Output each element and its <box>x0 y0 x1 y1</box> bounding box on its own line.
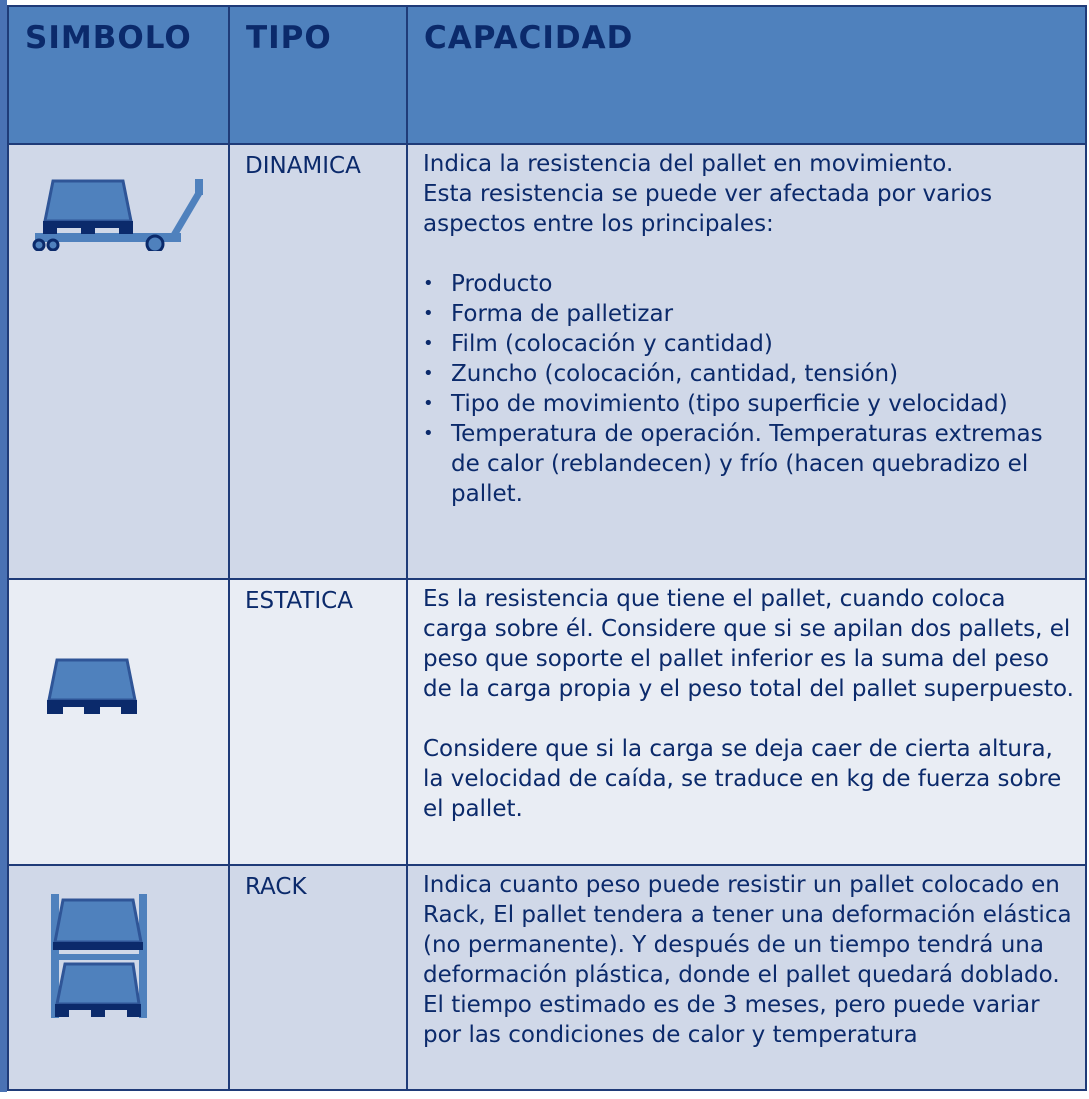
tipo-cell: RACK <box>229 865 407 1090</box>
tipo-cell: ESTATICA <box>229 579 407 865</box>
header-tipo: TIPO <box>229 6 407 144</box>
table-row-rack <box>8 865 1086 1090</box>
rack-pallets-icon <box>51 894 151 1020</box>
list-item: • Zuncho (colocación, cantidad, tensión) <box>423 359 1075 389</box>
factor-list <box>423 269 1075 509</box>
pallet-icon <box>47 658 139 716</box>
header-row <box>8 6 1086 144</box>
symbol-cell <box>8 579 229 865</box>
tipo-cell: DINAMICA <box>229 144 407 579</box>
symbol-cell <box>8 865 229 1090</box>
table-row-estatica <box>8 579 1086 865</box>
list-item: • Tipo de movimiento (tipo superficie y velocidad) <box>423 389 1075 419</box>
capacidad-cell <box>407 579 1086 865</box>
table-row-dinamica <box>8 144 1086 579</box>
symbol-cell <box>8 144 229 579</box>
description-paragraph: Considere que si la carga se deja caer de cierta altura, la velocidad de caída, se traduce en kg de fuerza sobre el pallet. <box>423 735 1062 822</box>
pallet-jack-icon <box>31 179 211 251</box>
intro-line: aspectos entre los principales: <box>423 211 774 237</box>
left-edge-strip <box>0 0 7 1092</box>
intro-line: Indica la resistencia del pallet en movimiento. <box>423 151 954 177</box>
capacity-table <box>7 5 1087 1091</box>
list-item: • Film (colocación y cantidad) <box>423 329 1075 359</box>
intro-line: Esta resistencia se puede ver afectada por varios <box>423 181 993 207</box>
list-item: • Temperatura de operación. Temperaturas extremas de calor (reblandecen) y frío (hacen quebradizo el pallet. <box>423 419 1075 509</box>
header-capacidad: CAPACIDAD <box>407 6 1086 144</box>
list-item: • Producto <box>423 269 1075 299</box>
capacidad-cell <box>407 144 1086 579</box>
list-item: • Forma de palletizar <box>423 299 1075 329</box>
description-paragraph: Indica cuanto peso puede resistir un pallet colocado en Rack, El pallet tendera a tener una deformación elástica (no permanente). Y después de un tiempo tendrá una deformación plástica, donde el pallet quedará doblado. El tiempo estimado es de 3 meses, pero puede variar por las condiciones de calor y temperatura <box>423 872 1072 1049</box>
header-simbolo: SIMBOLO <box>8 6 229 144</box>
description-paragraph: Es la resistencia que tiene el pallet, cuando coloca carga sobre él. Considere que si se apilan dos pallets, el peso que soporte el pallet inferior es la suma del peso de la carga propia y el peso total del pallet superpuesto. <box>423 585 1074 702</box>
capacidad-cell <box>407 865 1086 1090</box>
